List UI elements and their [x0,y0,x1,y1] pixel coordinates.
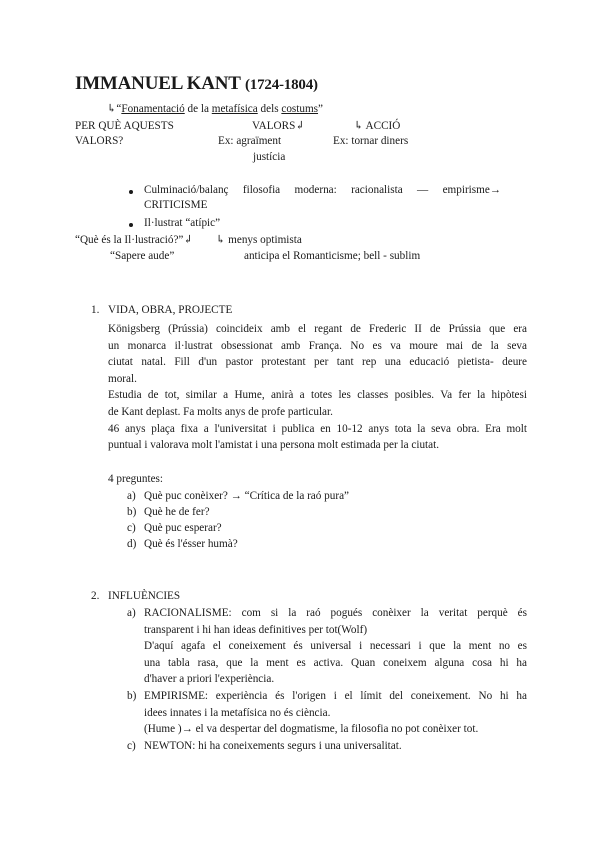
fonamentacio-word-1: Fonamentació [121,103,185,115]
section-1-line: un monarca il·lustrat obsessionat amb França. No es va moure mai de la seva [108,339,527,352]
pregunta-label: a) [127,490,136,502]
influencia-line: EMPIRISME: experiència és l'origen i el límit del coneixement. No hi ha [144,690,527,702]
justicia-label: justícia [253,151,286,163]
influencia-line: idees innates i la metafísica no és ciència. [144,706,331,719]
influencia-label: b) [127,690,137,702]
title-years: (1724-1804) [245,77,318,93]
bullet-dot-2 [129,223,133,227]
pregunta-text: Què és l'ésser humà? [144,538,238,550]
romanticisme-note: anticipa el Romanticisme; bell - sublim [244,250,421,262]
accio-label: ↳ ACCIÓ [354,120,401,132]
pregunta-label: b) [127,506,137,518]
example-2: Ex: tornar diners [333,135,409,147]
section-1-body [108,321,527,454]
section-1-heading: VIDA, OBRA, PROJECTE [108,304,233,316]
section-1-line: 46 anys plaça fixa a l'universitat i publica en 10-12 anys tota la seva obra. Era molt [108,422,527,435]
influencia-line: D'aquí agafa el coneixement és universal i necessari i que la ment no es [144,640,527,653]
example-1: Ex: agraïment [218,135,282,147]
section-1-line: de Kant deplast. Fa molts anys de profe particular. [108,405,333,418]
pregunta-text: Què he de fer? [144,506,210,518]
section-2-heading: INFLUÈNCIES [108,590,181,602]
pregunta-text: Què puc esperar? [144,522,222,534]
influencia-label: a) [127,607,136,619]
influencia-line: NEWTON: hi ha coneixements segurs i una universalitat. [144,740,402,752]
fonamentacio-prefix: ↳“ [107,103,122,115]
bullet-dot-1 [129,190,133,194]
valors-question: VALORS? [75,135,124,147]
fonamentacio-note [107,102,323,117]
illustracio-question: “Què és la Il·lustració?”↲ [75,234,193,246]
pregunta-label: c) [127,522,136,534]
per-que-label: PER QUÈ AQUESTS [75,120,174,132]
bullet-1-line-2: CRITICISME [144,199,208,211]
fonamentacio-word-2: metafísica [211,103,258,115]
influencia-line: d'haver a priori l'experiència. [144,673,275,686]
influencia-line: RACIONALISME: com si la raó pogués conèixer la veritat perquè és [144,607,527,619]
section-1-line: puntual i valorava molt l'amistat i una persona molt estimada per la ciutat. [108,439,440,452]
influencia-racionalisme [144,605,527,688]
bullet-2-line-1: Il·lustrat “atípic” [144,217,221,229]
pregunta-label: d) [127,538,137,550]
fonamentacio-text-2: dels [257,103,282,115]
sapere-aude: “Sapere aude” [110,250,175,262]
fonamentacio-text-1: de la [184,103,212,115]
section-1-line: Königsberg (Prússia) coincideix amb el regant de Frederic II de Prússia que era [108,323,527,335]
pregunta-text: Què puc conèixer? → “Crítica de la raó pura” [144,490,350,502]
influencia-line: transparent i hi han ideas definitives per tot(Wolf) [144,623,368,636]
section-1-number: 1. [91,304,100,316]
section-1-line: moral. [108,372,137,385]
section-1-line: Estudia de tot, similar a Hume, anirà a totes les classes posibles. Va fer la hipòtesi [108,389,527,402]
document-title [75,73,318,95]
section-2-number: 2. [91,590,100,602]
title-name: IMMANUEL KANT [75,73,241,94]
menys-optimista: ↳ menys optimista [216,234,302,246]
bullet-1-line-1: Culminació/balanç filosofia moderna: racionalista — empirisme→ [144,184,501,196]
influencia-line: (Hume )→ el va despertar del dogmatisme, la filosofia no pot conèixer tot. [144,723,479,736]
fonamentacio-word-3: costums [281,103,319,115]
section-1-line: ciutat natal. Fill d'un pastor protestant per tant rep una educació pietista- deure [108,356,527,369]
influencia-label: c) [127,740,136,752]
preguntes-label: 4 preguntes: [108,473,163,485]
influencia-empirisme [144,688,527,738]
influencia-newton [144,738,527,755]
valors-arrow-label: VALORS↲ [252,120,305,132]
fonamentacio-suffix: ” [318,103,323,115]
influencia-line: una tabla rasa, que la ment es activa. Quan coneixem alguna cosa hi ha [144,656,527,669]
